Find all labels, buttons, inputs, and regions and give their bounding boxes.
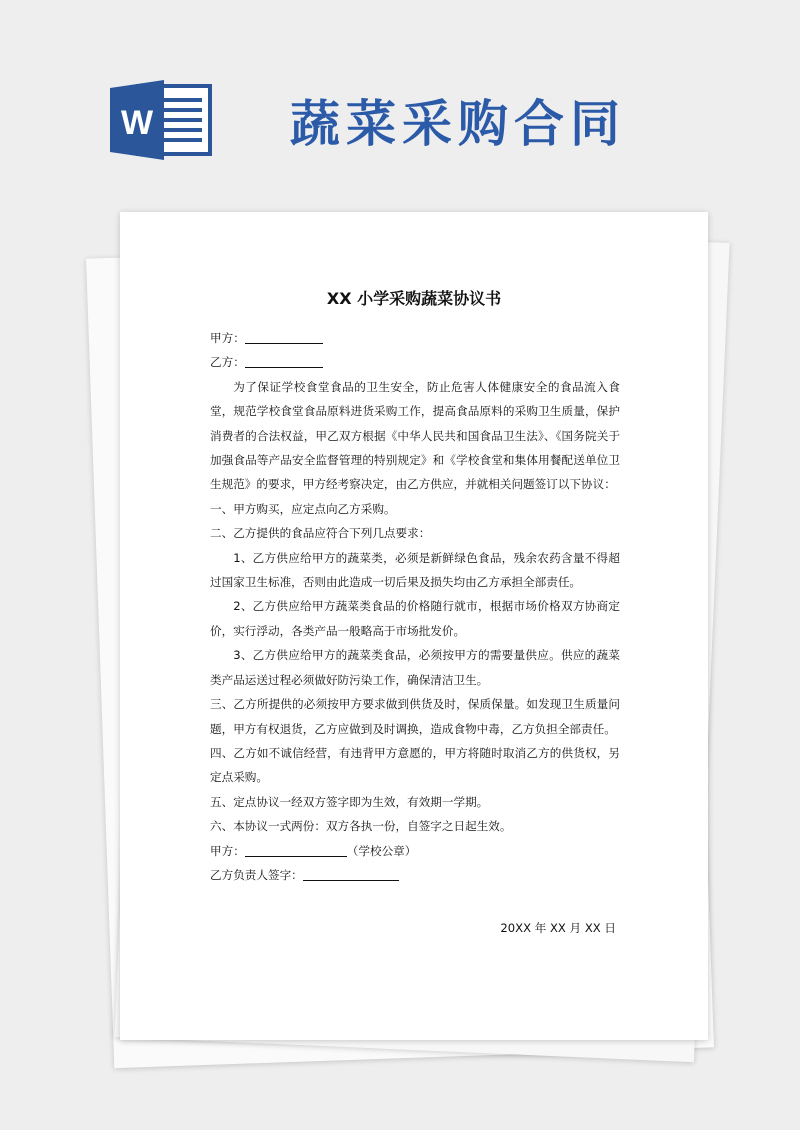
word-logo-letter: W xyxy=(120,104,154,142)
sub-clause-1: 1、乙方供应给甲方的蔬菜类，必须是新鲜绿色食品，残余农药含量不得超过国家卫生标准，否则由此造成一切后果及损失均由乙方承担全部责任。 xyxy=(210,550,620,590)
sign-b-label: 乙方负责人签字： xyxy=(210,867,303,882)
sign-a-note: （学校公章） xyxy=(346,843,417,858)
document-date: 20XX 年 XX 月 XX 日 xyxy=(500,921,616,935)
sign-a-line xyxy=(210,839,620,863)
clause-1: 一、甲方购买，应定点向乙方采购。 xyxy=(210,501,396,516)
sign-b-line xyxy=(210,863,620,887)
clause-4: 四、乙方如不诚信经营，有违背甲方意愿的，甲方将随时取消乙方的供货权，另定点采购。 xyxy=(210,745,620,785)
clause-5: 五、定点协议一经双方签字即为生效，有效期一学期。 xyxy=(210,794,489,809)
sub-clause-3: 3、乙方供应给甲方的蔬菜类食品，必须按甲方的需要量供应。供应的蔬菜类产品运送过程必须做好防污染工作，确保清洁卫生。 xyxy=(210,648,620,687)
sign-b-blank xyxy=(303,866,399,881)
party-b-line xyxy=(210,350,620,374)
party-a-blank xyxy=(245,329,323,344)
document-title: XX 小学采购蔬菜协议书 xyxy=(326,289,502,308)
sign-a-blank xyxy=(245,842,347,857)
document-page xyxy=(120,212,708,1040)
clause-2: 二、乙方提供的食品应符合下列几点要求： xyxy=(210,526,431,541)
party-b-label: 乙方： xyxy=(210,355,245,370)
intro-paragraph: 为了保证学校食堂食品的卫生安全，防止危害人体健康安全的食品流入食堂，规范学校食堂食品原料进货采购工作，提高食品原料的采购卫生质量，保护消费者的合法权益，甲乙双方根据《中华人民共和国食品卫生法》、《国务院关于加强食品等产品安全监督管理的特别规定》和《学校食堂和集体用餐配送单位卫生规范》的要求，甲方经考察决定，由乙方供应，并就相关问题签订以下协议： xyxy=(210,379,620,492)
word-logo-icon xyxy=(108,78,214,162)
banner-title: 蔬菜采购合同 xyxy=(290,95,626,153)
clause-6: 六、本协议一式两份：双方各执一份，自签字之日起生效。 xyxy=(210,819,512,834)
party-b-blank xyxy=(245,353,323,368)
document-body xyxy=(210,326,620,887)
party-a-label: 甲方： xyxy=(210,331,245,345)
sign-a-label: 甲方： xyxy=(210,843,245,858)
sub-clause-2: 2、乙方供应给甲方蔬菜类食品的价格随行就市，根据市场价格双方协商定价，实行浮动，各类产品一般略高于市场批发价。 xyxy=(210,599,620,638)
party-a-line xyxy=(210,326,620,350)
clause-3: 三、乙方所提供的必须按甲方要求做到供货及时，保质保量。如发现卫生质量问题，甲方有权退货，乙方应做到及时调换，造成食物中毒，乙方负担全部责任。 xyxy=(210,697,620,736)
